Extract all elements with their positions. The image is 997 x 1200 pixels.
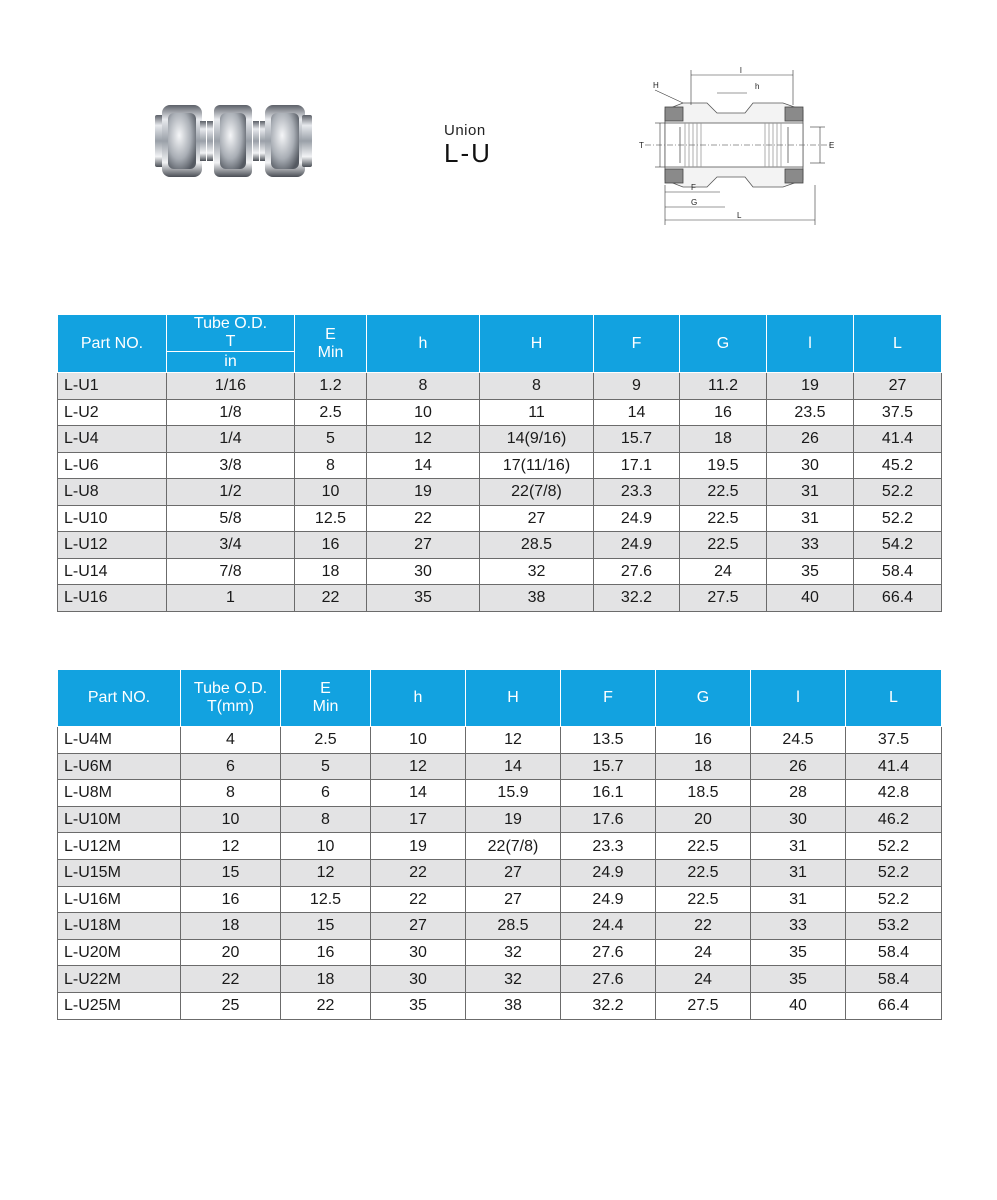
table-cell: 12.5 — [295, 505, 367, 532]
col-h-small: h — [371, 670, 466, 727]
col-min-label: Min — [312, 698, 339, 715]
table-row — [58, 886, 942, 913]
col-part-no: Part NO. — [58, 315, 167, 373]
table-cell: 22.5 — [656, 859, 751, 886]
table-cell: 19 — [466, 806, 561, 833]
table-cell: 5/8 — [167, 505, 295, 532]
table-cell: 35 — [751, 966, 846, 993]
col-l-big: L — [854, 315, 942, 373]
col-h-small: h — [367, 315, 480, 373]
table-cell: 15 — [281, 913, 371, 940]
part-number-cell: L-U1 — [58, 373, 167, 400]
table-cell: 16 — [181, 886, 281, 913]
table-cell: 27.6 — [561, 939, 656, 966]
table-cell: 24.9 — [594, 532, 680, 559]
col-e-min — [295, 315, 367, 373]
table-cell: 24.5 — [751, 727, 846, 754]
table-cell: 15.9 — [466, 780, 561, 807]
table-cell: 28.5 — [466, 913, 561, 940]
product-title: L-U — [444, 138, 492, 168]
part-number-cell: L-U16M — [58, 886, 181, 913]
table-cell: 8 — [295, 452, 367, 479]
col-l-small: l — [751, 670, 846, 727]
table-row — [58, 859, 942, 886]
table-cell: 58.4 — [846, 966, 942, 993]
table-cell: 27.6 — [594, 558, 680, 585]
table-cell: 27 — [854, 373, 942, 400]
table-cell: 14 — [367, 452, 480, 479]
table-row — [58, 806, 942, 833]
col-l-small: l — [767, 315, 854, 373]
table-cell: 41.4 — [846, 753, 942, 780]
title-block — [444, 122, 492, 167]
col-tube-od — [167, 315, 295, 352]
table-cell: 32 — [466, 939, 561, 966]
table-cell: 1/16 — [167, 373, 295, 400]
metric-table-body — [58, 727, 942, 1020]
part-number-cell: L-U12 — [58, 532, 167, 559]
table-cell: 16 — [295, 532, 367, 559]
table-cell: 24 — [656, 966, 751, 993]
table-cell: 9 — [594, 373, 680, 400]
diagram-label-F: F — [691, 183, 696, 192]
table-cell: 22 — [367, 505, 480, 532]
table-cell: 31 — [751, 833, 846, 860]
table-row — [58, 479, 942, 506]
table-cell: 52.2 — [846, 886, 942, 913]
col-tube-od-label: Tube O.D. — [193, 680, 268, 697]
col-h-big: H — [480, 315, 594, 373]
table-cell: 2.5 — [281, 727, 371, 754]
table-row — [58, 833, 942, 860]
part-number-cell: L-U8M — [58, 780, 181, 807]
part-number-cell: L-U8 — [58, 479, 167, 506]
imperial-table-body — [58, 373, 942, 612]
part-number-cell: L-U14 — [58, 558, 167, 585]
table-cell: 22(7/8) — [480, 479, 594, 506]
table-cell: 10 — [371, 727, 466, 754]
table-cell: 31 — [767, 479, 854, 506]
table-cell: 18 — [295, 558, 367, 585]
col-tube-od-unit: in — [167, 352, 295, 373]
diagram-label-E: E — [829, 141, 835, 150]
table-row — [58, 992, 942, 1019]
table-cell: 66.4 — [854, 585, 942, 612]
table-row — [58, 532, 942, 559]
part-number-cell: L-U15M — [58, 859, 181, 886]
col-l-big: L — [846, 670, 942, 727]
table-cell: 22 — [656, 913, 751, 940]
col-f: F — [561, 670, 656, 727]
table-cell: 53.2 — [846, 913, 942, 940]
table-cell: 18.5 — [656, 780, 751, 807]
table-cell: 1/4 — [167, 426, 295, 453]
table-cell: 27 — [466, 886, 561, 913]
table-cell: 52.2 — [854, 505, 942, 532]
table-row — [58, 727, 942, 754]
table-cell: 45.2 — [854, 452, 942, 479]
table-cell: 33 — [767, 532, 854, 559]
table-row — [58, 939, 942, 966]
table-cell: 8 — [367, 373, 480, 400]
table-cell: 17.1 — [594, 452, 680, 479]
col-e-label: E — [320, 680, 331, 697]
dimension-diagram — [625, 55, 850, 235]
table-cell: 33 — [751, 913, 846, 940]
table-cell: 3/8 — [167, 452, 295, 479]
table-row — [58, 558, 942, 585]
part-number-cell: L-U25M — [58, 992, 181, 1019]
table-cell: 3/4 — [167, 532, 295, 559]
table-cell: 26 — [751, 753, 846, 780]
part-number-cell: L-U16 — [58, 585, 167, 612]
table-cell: 35 — [367, 585, 480, 612]
table-cell: 30 — [371, 966, 466, 993]
table-cell: 22.5 — [656, 833, 751, 860]
table-cell: 24.9 — [561, 886, 656, 913]
table-cell: 16 — [680, 399, 767, 426]
table-cell: 11 — [480, 399, 594, 426]
diagram-label-l: l — [740, 66, 742, 75]
part-number-cell: L-U2 — [58, 399, 167, 426]
table-cell: 22 — [371, 859, 466, 886]
table-cell: 24.9 — [594, 505, 680, 532]
table-cell: 10 — [367, 399, 480, 426]
table-cell: 31 — [767, 505, 854, 532]
table-cell: 38 — [480, 585, 594, 612]
part-number-cell: L-U6M — [58, 753, 181, 780]
table-cell: 16 — [281, 939, 371, 966]
part-number-cell: L-U20M — [58, 939, 181, 966]
table-cell: 14 — [466, 753, 561, 780]
col-tube-od-label: Tube O.D. — [193, 315, 268, 332]
table-cell: 20 — [181, 939, 281, 966]
table-cell: 19 — [371, 833, 466, 860]
table-cell: 32 — [466, 966, 561, 993]
table-cell: 41.4 — [854, 426, 942, 453]
table-cell: 24 — [656, 939, 751, 966]
part-number-cell: L-U12M — [58, 833, 181, 860]
table-cell: 12 — [367, 426, 480, 453]
part-number-cell: L-U4M — [58, 727, 181, 754]
imperial-size-table — [57, 314, 942, 612]
table-cell: 30 — [367, 558, 480, 585]
table-cell: 30 — [751, 806, 846, 833]
table-cell: 1/2 — [167, 479, 295, 506]
table-cell: 13.5 — [561, 727, 656, 754]
table-cell: 18 — [281, 966, 371, 993]
table-cell: 32.2 — [561, 992, 656, 1019]
table-row — [58, 913, 942, 940]
table-cell: 8 — [281, 806, 371, 833]
table-cell: 16 — [656, 727, 751, 754]
table-cell: 12 — [281, 859, 371, 886]
diagram-label-T: T — [639, 141, 644, 150]
table-cell: 27 — [371, 913, 466, 940]
table-cell: 8 — [480, 373, 594, 400]
table-cell: 22.5 — [680, 532, 767, 559]
table-cell: 24.4 — [561, 913, 656, 940]
table-row — [58, 399, 942, 426]
col-e-label: E — [325, 325, 336, 343]
union-fitting-photo — [150, 95, 315, 185]
table-cell: 18 — [181, 913, 281, 940]
table-cell: 15.7 — [561, 753, 656, 780]
table-cell: 12 — [371, 753, 466, 780]
table-cell: 8 — [181, 780, 281, 807]
table-cell: 24.9 — [561, 859, 656, 886]
table-cell: 19 — [767, 373, 854, 400]
col-tube-od-symbol: T — [225, 333, 236, 350]
table-cell: 40 — [751, 992, 846, 1019]
table-cell: 10 — [181, 806, 281, 833]
table-cell: 27 — [480, 505, 594, 532]
table-row — [58, 505, 942, 532]
table-row — [58, 780, 942, 807]
table-cell: 58.4 — [846, 939, 942, 966]
table-cell: 40 — [767, 585, 854, 612]
table-cell: 2.5 — [295, 399, 367, 426]
part-number-cell: L-U10M — [58, 806, 181, 833]
table-cell: 22.5 — [656, 886, 751, 913]
table-cell: 17(11/16) — [480, 452, 594, 479]
table-cell: 1 — [167, 585, 295, 612]
col-e-min — [281, 670, 371, 727]
table-cell: 35 — [371, 992, 466, 1019]
table-cell: 18 — [656, 753, 751, 780]
table-row — [58, 452, 942, 479]
table-cell: 22(7/8) — [466, 833, 561, 860]
table-row — [58, 426, 942, 453]
table-cell: 22.5 — [680, 505, 767, 532]
col-tube-od — [181, 670, 281, 727]
table-cell: 20 — [656, 806, 751, 833]
table-cell: 30 — [371, 939, 466, 966]
table-cell: 7/8 — [167, 558, 295, 585]
table-cell: 15 — [181, 859, 281, 886]
table-cell: 1/8 — [167, 399, 295, 426]
table-cell: 22 — [281, 992, 371, 1019]
col-tube-od-unit: T(mm) — [206, 698, 255, 715]
table-cell: 28 — [751, 780, 846, 807]
table-cell: 15.7 — [594, 426, 680, 453]
diagram-label-G: G — [691, 198, 698, 207]
table-cell: 58.4 — [854, 558, 942, 585]
table-cell: 11.2 — [680, 373, 767, 400]
table-cell: 19.5 — [680, 452, 767, 479]
table-cell: 18 — [680, 426, 767, 453]
table-cell: 32 — [480, 558, 594, 585]
part-number-cell: L-U6 — [58, 452, 167, 479]
table-cell: 10 — [295, 479, 367, 506]
table-cell: 27 — [367, 532, 480, 559]
table-cell: 14(9/16) — [480, 426, 594, 453]
table-cell: 17 — [371, 806, 466, 833]
table-cell: 37.5 — [846, 727, 942, 754]
table-cell: 31 — [751, 886, 846, 913]
table-cell: 66.4 — [846, 992, 942, 1019]
table-cell: 54.2 — [854, 532, 942, 559]
table-cell: 31 — [751, 859, 846, 886]
product-subtitle: Union — [444, 122, 486, 139]
table-cell: 27.5 — [680, 585, 767, 612]
col-part-no: Part NO. — [58, 670, 181, 727]
table-cell: 46.2 — [846, 806, 942, 833]
table-cell: 52.2 — [846, 833, 942, 860]
table-cell: 24 — [680, 558, 767, 585]
part-number-cell: L-U18M — [58, 913, 181, 940]
table-cell: 35 — [751, 939, 846, 966]
table-row — [58, 373, 942, 400]
table-cell: 42.8 — [846, 780, 942, 807]
col-g: G — [656, 670, 751, 727]
table-cell: 19 — [367, 479, 480, 506]
table-cell: 6 — [281, 780, 371, 807]
table-cell: 5 — [295, 426, 367, 453]
table-cell: 1.2 — [295, 373, 367, 400]
table-cell: 10 — [281, 833, 371, 860]
table-cell: 52.2 — [854, 479, 942, 506]
part-number-cell: L-U22M — [58, 966, 181, 993]
col-f: F — [594, 315, 680, 373]
table-cell: 25 — [181, 992, 281, 1019]
table-cell: 14 — [371, 780, 466, 807]
diagram-label-h: h — [755, 82, 760, 91]
table-cell: 4 — [181, 727, 281, 754]
col-min-label: Min — [317, 343, 344, 361]
table-cell: 28.5 — [480, 532, 594, 559]
table-cell: 6 — [181, 753, 281, 780]
table-cell: 12.5 — [281, 886, 371, 913]
table-cell: 26 — [767, 426, 854, 453]
table-cell: 37.5 — [854, 399, 942, 426]
table-cell: 27.6 — [561, 966, 656, 993]
diagram-label-L: L — [737, 211, 742, 220]
table-cell: 14 — [594, 399, 680, 426]
table-cell: 5 — [281, 753, 371, 780]
table-cell: 27 — [466, 859, 561, 886]
table-cell: 12 — [181, 833, 281, 860]
col-h-big: H — [466, 670, 561, 727]
table-cell: 22 — [181, 966, 281, 993]
table-cell: 27.5 — [656, 992, 751, 1019]
table-cell: 16.1 — [561, 780, 656, 807]
table-cell: 38 — [466, 992, 561, 1019]
table-cell: 30 — [767, 452, 854, 479]
table-cell: 17.6 — [561, 806, 656, 833]
part-number-cell: L-U10 — [58, 505, 167, 532]
table-cell: 23.3 — [594, 479, 680, 506]
table-cell: 23.3 — [561, 833, 656, 860]
table-cell: 22 — [371, 886, 466, 913]
table-cell: 32.2 — [594, 585, 680, 612]
table-cell: 35 — [767, 558, 854, 585]
metric-size-table — [57, 669, 942, 1020]
table-row — [58, 753, 942, 780]
table-cell: 22.5 — [680, 479, 767, 506]
col-g: G — [680, 315, 767, 373]
table-cell: 23.5 — [767, 399, 854, 426]
table-cell: 12 — [466, 727, 561, 754]
table-row — [58, 585, 942, 612]
diagram-label-H: H — [653, 81, 659, 90]
table-cell: 52.2 — [846, 859, 942, 886]
table-row — [58, 966, 942, 993]
table-cell: 22 — [295, 585, 367, 612]
part-number-cell: L-U4 — [58, 426, 167, 453]
